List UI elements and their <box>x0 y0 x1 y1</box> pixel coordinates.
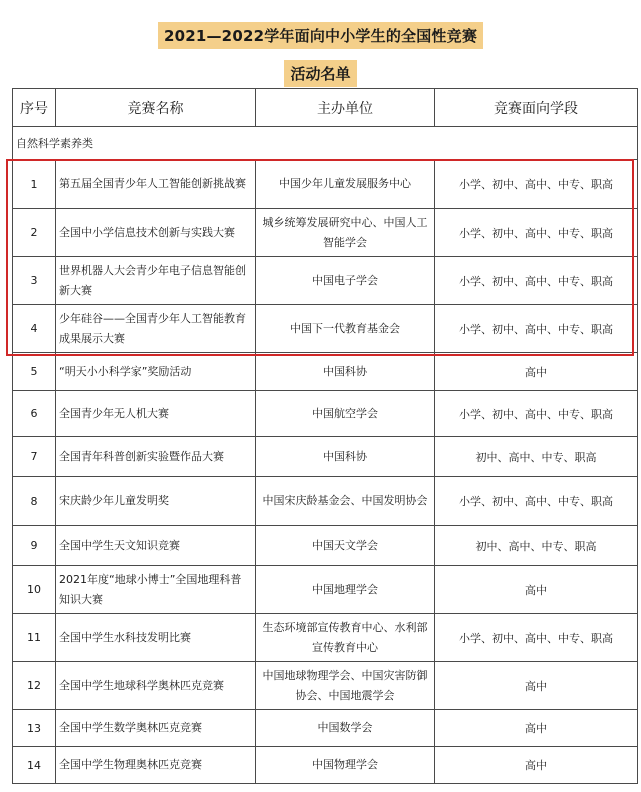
cell-stage: 高中 <box>435 566 638 614</box>
cell-number: 10 <box>13 566 56 614</box>
cell-stage: 小学、初中、高中、中专、职高 <box>435 209 638 257</box>
cell-name: 全国青年科普创新实验暨作品大赛 <box>56 437 256 477</box>
cell-name: 全国中学生物理奥林匹克竞赛 <box>56 747 256 784</box>
cell-number: 6 <box>13 391 56 437</box>
table-row <box>13 526 638 566</box>
cell-name: 全国中学生天文知识竞赛 <box>56 526 256 566</box>
cell-number: 9 <box>13 526 56 566</box>
table-row <box>13 160 638 209</box>
table-row <box>13 353 638 391</box>
category-row <box>13 127 638 160</box>
cell-stage: 初中、高中、中专、职高 <box>435 526 638 566</box>
header-number: 序号 <box>13 89 56 127</box>
cell-name: 全国中学生水科技发明比赛 <box>56 614 256 662</box>
category-label: 自然科学素养类 <box>13 127 638 160</box>
table-row <box>13 662 638 710</box>
cell-name: 第五届全国青少年人工智能创新挑战赛 <box>56 160 256 209</box>
cell-stage: 小学、初中、高中、中专、职高 <box>435 614 638 662</box>
competition-table <box>12 88 638 784</box>
cell-name: 全国中学生数学奥林匹克竞赛 <box>56 710 256 747</box>
table-row <box>13 710 638 747</box>
cell-name: 宋庆龄少年儿童发明奖 <box>56 477 256 526</box>
cell-organizer: 中国地理学会 <box>256 566 435 614</box>
cell-stage: 高中 <box>435 353 638 391</box>
table-row <box>13 437 638 477</box>
cell-number: 3 <box>13 257 56 305</box>
cell-stage: 高中 <box>435 747 638 784</box>
cell-stage: 高中 <box>435 710 638 747</box>
cell-number: 8 <box>13 477 56 526</box>
cell-organizer: 中国地球物理学会、中国灾害防御协会、中国地震学会 <box>256 662 435 710</box>
cell-name: 全国中小学信息技术创新与实践大赛 <box>56 209 256 257</box>
table-row <box>13 747 638 784</box>
table-row <box>13 209 638 257</box>
document-title: 2021—2022学年面向中小学生的全国性竞赛 <box>158 22 483 49</box>
cell-number: 1 <box>13 160 56 209</box>
header-row <box>13 89 638 127</box>
title-wrap <box>0 22 641 49</box>
subtitle-wrap <box>0 60 641 87</box>
cell-organizer: 生态环境部宣传教育中心、水利部宣传教育中心 <box>256 614 435 662</box>
cell-stage: 小学、初中、高中、中专、职高 <box>435 391 638 437</box>
cell-stage: 小学、初中、高中、中专、职高 <box>435 477 638 526</box>
cell-stage: 高中 <box>435 662 638 710</box>
cell-number: 12 <box>13 662 56 710</box>
document-subtitle: 活动名单 <box>284 60 356 87</box>
cell-organizer: 中国少年儿童发展服务中心 <box>256 160 435 209</box>
cell-organizer: 中国数学会 <box>256 710 435 747</box>
cell-organizer: 中国天文学会 <box>256 526 435 566</box>
table-row <box>13 477 638 526</box>
cell-stage: 初中、高中、中专、职高 <box>435 437 638 477</box>
table-row <box>13 305 638 353</box>
cell-name: 少年硅谷——全国青少年人工智能教育成果展示大赛 <box>56 305 256 353</box>
cell-name: 全国青少年无人机大赛 <box>56 391 256 437</box>
cell-number: 5 <box>13 353 56 391</box>
cell-name: 2021年度“地球小博士”全国地理科普知识大赛 <box>56 566 256 614</box>
header-name: 竞赛名称 <box>56 89 256 127</box>
cell-name: 全国中学生地球科学奥林匹克竞赛 <box>56 662 256 710</box>
cell-number: 2 <box>13 209 56 257</box>
table-row <box>13 566 638 614</box>
cell-stage: 小学、初中、高中、中专、职高 <box>435 160 638 209</box>
table-row <box>13 614 638 662</box>
cell-number: 13 <box>13 710 56 747</box>
cell-number: 11 <box>13 614 56 662</box>
cell-organizer: 中国物理学会 <box>256 747 435 784</box>
header-stage: 竞赛面向学段 <box>435 89 638 127</box>
cell-organizer: 中国科协 <box>256 437 435 477</box>
cell-organizer: 中国宋庆龄基金会、中国发明协会 <box>256 477 435 526</box>
cell-stage: 小学、初中、高中、中专、职高 <box>435 257 638 305</box>
cell-name: 世界机器人大会青少年电子信息智能创新大赛 <box>56 257 256 305</box>
cell-number: 4 <box>13 305 56 353</box>
cell-name: “明天小小科学家”奖励活动 <box>56 353 256 391</box>
cell-organizer: 中国电子学会 <box>256 257 435 305</box>
cell-number: 14 <box>13 747 56 784</box>
cell-organizer: 中国下一代教育基金会 <box>256 305 435 353</box>
cell-organizer: 城乡统筹发展研究中心、中国人工智能学会 <box>256 209 435 257</box>
cell-organizer: 中国科协 <box>256 353 435 391</box>
header-organizer: 主办单位 <box>256 89 435 127</box>
cell-organizer: 中国航空学会 <box>256 391 435 437</box>
table-row <box>13 391 638 437</box>
table-row <box>13 257 638 305</box>
cell-number: 7 <box>13 437 56 477</box>
cell-stage: 小学、初中、高中、中专、职高 <box>435 305 638 353</box>
